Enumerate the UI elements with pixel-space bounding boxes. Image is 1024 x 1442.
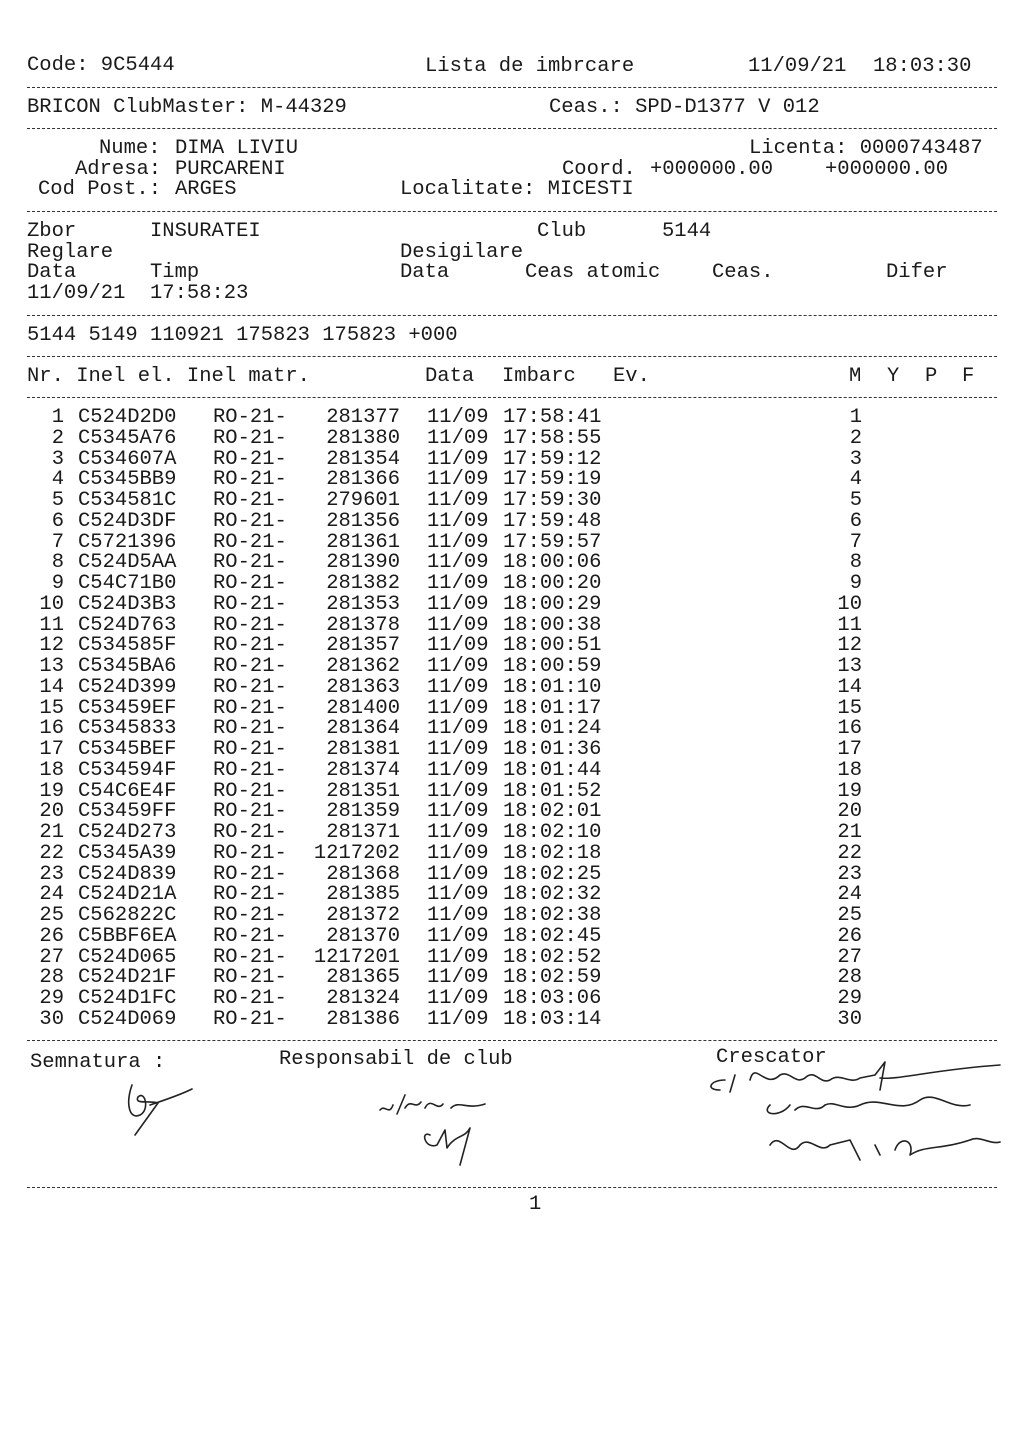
table-row xyxy=(0,822,1024,843)
row-prefix: RO-21- xyxy=(213,717,287,741)
licenta: Licenta: 0000743487 xyxy=(749,137,983,160)
table-row xyxy=(0,988,1024,1009)
col-ev: Ev. xyxy=(613,365,650,388)
row-inel-el: C524D3DF xyxy=(78,509,177,533)
row-inel-matr: 1217202 xyxy=(313,841,400,865)
row-inel-el: C5345BA6 xyxy=(78,655,177,678)
row-m: 26 xyxy=(837,924,862,948)
row-prefix: RO-21- xyxy=(213,945,287,969)
table-row xyxy=(0,407,1024,428)
row-data: 11/09 xyxy=(427,821,489,844)
table-row xyxy=(0,594,1024,615)
row-inel-matr: 281400 xyxy=(326,696,400,720)
row-nr: 21 xyxy=(39,821,64,844)
row-data: 11/09 xyxy=(427,924,489,948)
row-imbarc: 18:00:51 xyxy=(503,634,602,658)
row-m: 2 xyxy=(849,426,862,450)
adresa-label: Adresa: xyxy=(75,158,162,181)
ceas-label: Ceas. xyxy=(712,261,774,284)
table-row xyxy=(0,781,1024,802)
row-m: 25 xyxy=(837,904,862,927)
row-m: 19 xyxy=(837,779,862,803)
divider xyxy=(27,356,997,357)
row-imbarc: 18:02:52 xyxy=(503,945,602,969)
desigilare-label: Desigilare xyxy=(400,241,524,264)
summary-line: 5144 5149 110921 175823 175823 +000 xyxy=(27,324,458,347)
row-imbarc: 18:01:52 xyxy=(503,779,602,803)
row-imbarc: 18:00:06 xyxy=(503,551,602,575)
row-data: 11/09 xyxy=(427,841,489,865)
row-prefix: RO-21- xyxy=(213,862,287,886)
row-inel-matr: 281378 xyxy=(326,613,400,637)
row-imbarc: 18:02:45 xyxy=(503,924,602,948)
row-imbarc: 18:01:36 xyxy=(503,738,602,761)
row-nr: 10 xyxy=(39,592,64,616)
row-prefix: RO-21- xyxy=(213,987,287,1010)
table-row xyxy=(0,635,1024,656)
row-m: 23 xyxy=(837,862,862,886)
adresa-value: PURCARENI xyxy=(175,158,286,181)
row-inel-matr: 281365 xyxy=(326,966,400,990)
row-inel-matr: 281368 xyxy=(326,862,400,886)
row-m: 17 xyxy=(837,738,862,761)
reglare-timp: 17:58:23 xyxy=(150,282,249,305)
table-row xyxy=(0,801,1024,822)
row-m: 9 xyxy=(849,572,862,595)
table-row xyxy=(0,677,1024,698)
row-m: 18 xyxy=(837,758,862,782)
row-data: 11/09 xyxy=(427,468,489,492)
row-inel-el: C5345A76 xyxy=(78,426,177,450)
row-inel-matr: 281386 xyxy=(326,1007,400,1031)
row-inel-matr: 281381 xyxy=(326,738,400,761)
row-m: 11 xyxy=(837,613,862,637)
row-imbarc: 18:01:24 xyxy=(503,717,602,741)
table-row xyxy=(0,511,1024,532)
col-m: M xyxy=(849,365,862,388)
row-inel-matr: 281362 xyxy=(326,655,400,678)
row-data: 11/09 xyxy=(427,655,489,678)
row-inel-el: C5345BB9 xyxy=(78,468,177,492)
row-inel-matr: 281356 xyxy=(326,509,400,533)
col-p: P xyxy=(925,365,938,388)
row-prefix: RO-21- xyxy=(213,489,287,512)
coord-1: +000000.00 xyxy=(650,158,774,181)
club-label: Club xyxy=(537,220,587,243)
row-imbarc: 17:59:19 xyxy=(503,468,602,492)
divider xyxy=(27,211,997,212)
data2-label: Data xyxy=(400,261,450,284)
data-label: Data xyxy=(27,261,77,284)
row-prefix: RO-21- xyxy=(213,530,287,554)
divider xyxy=(27,87,997,88)
table-row xyxy=(0,739,1024,760)
col-y: Y xyxy=(887,365,900,388)
row-data: 11/09 xyxy=(427,883,489,907)
table-row xyxy=(0,718,1024,739)
table-row xyxy=(0,615,1024,636)
row-inel-el: C534607A xyxy=(78,447,177,471)
row-inel-matr: 281351 xyxy=(326,779,400,803)
table-row xyxy=(0,656,1024,677)
row-data: 11/09 xyxy=(427,613,489,637)
row-imbarc: 18:00:59 xyxy=(503,655,602,678)
row-prefix: RO-21- xyxy=(213,592,287,616)
table-row xyxy=(0,469,1024,490)
row-inel-matr: 281372 xyxy=(326,904,400,927)
row-data: 11/09 xyxy=(427,675,489,699)
row-inel-matr: 281390 xyxy=(326,551,400,575)
row-inel-matr: 281363 xyxy=(326,675,400,699)
responsabil-label: Responsabil de club xyxy=(279,1048,513,1071)
row-m: 7 xyxy=(849,530,862,554)
row-data: 11/09 xyxy=(427,406,489,429)
row-inel-el: C53459EF xyxy=(78,696,177,720)
row-nr: 12 xyxy=(39,634,64,658)
localitate: Localitate: MICESTI xyxy=(400,178,634,201)
row-prefix: RO-21- xyxy=(213,800,287,824)
row-inel-el: C524D273 xyxy=(78,821,177,844)
row-inel-matr: 281371 xyxy=(326,821,400,844)
table-row xyxy=(0,573,1024,594)
row-data: 11/09 xyxy=(427,966,489,990)
row-nr: 5 xyxy=(51,489,64,512)
row-prefix: RO-21- xyxy=(213,634,287,658)
row-nr: 27 xyxy=(39,945,64,969)
row-m: 30 xyxy=(837,1007,862,1031)
row-inel-matr: 281374 xyxy=(326,758,400,782)
row-imbarc: 17:59:48 xyxy=(503,509,602,533)
col-nr-inel: Nr. Inel el. Inel matr. xyxy=(27,365,310,388)
row-inel-matr: 1217201 xyxy=(313,945,400,969)
row-m: 6 xyxy=(849,509,862,533)
row-inel-matr: 281366 xyxy=(326,468,400,492)
row-nr: 4 xyxy=(51,468,64,492)
row-nr: 8 xyxy=(51,551,64,575)
row-imbarc: 18:00:20 xyxy=(503,572,602,595)
row-inel-matr: 281361 xyxy=(326,530,400,554)
row-inel-matr: 281353 xyxy=(326,592,400,616)
table-row xyxy=(0,905,1024,926)
table-row xyxy=(0,428,1024,449)
row-inel-matr: 281377 xyxy=(326,406,400,429)
divider xyxy=(27,1040,997,1041)
divider xyxy=(27,128,997,129)
zbor-value: INSURATEI xyxy=(150,220,261,243)
coord-2: +000000.00 xyxy=(825,158,949,181)
row-m: 27 xyxy=(837,945,862,969)
row-data: 11/09 xyxy=(427,426,489,450)
row-nr: 24 xyxy=(39,883,64,907)
table-row xyxy=(0,449,1024,470)
row-imbarc: 18:02:01 xyxy=(503,800,602,824)
row-data: 11/09 xyxy=(427,945,489,969)
timp-label: Timp xyxy=(150,261,200,284)
row-data: 11/09 xyxy=(427,738,489,761)
row-inel-matr: 281382 xyxy=(326,572,400,595)
row-m: 12 xyxy=(837,634,862,658)
row-imbarc: 18:01:17 xyxy=(503,696,602,720)
coord-label: Coord. xyxy=(562,158,636,181)
row-nr: 18 xyxy=(39,758,64,782)
row-imbarc: 18:00:38 xyxy=(503,613,602,637)
row-imbarc: 18:02:38 xyxy=(503,904,602,927)
row-m: 5 xyxy=(849,489,862,512)
row-imbarc: 18:03:06 xyxy=(503,987,602,1010)
row-prefix: RO-21- xyxy=(213,904,287,927)
row-inel-matr: 279601 xyxy=(326,489,400,512)
row-m: 4 xyxy=(849,468,862,492)
table-row xyxy=(0,1009,1024,1030)
row-inel-el: C54C6E4F xyxy=(78,779,177,803)
reglare-data: 11/09/21 xyxy=(27,282,126,305)
row-m: 20 xyxy=(837,800,862,824)
row-imbarc: 18:01:10 xyxy=(503,675,602,699)
row-imbarc: 18:02:10 xyxy=(503,821,602,844)
print-time: 18:03:30 xyxy=(873,55,972,78)
row-inel-el: C524D069 xyxy=(78,1007,177,1031)
row-m: 1 xyxy=(849,406,862,429)
row-imbarc: 17:58:55 xyxy=(503,426,602,450)
row-nr: 11 xyxy=(39,613,64,637)
row-nr: 25 xyxy=(39,904,64,927)
row-inel-el: C524D1FC xyxy=(78,987,177,1010)
row-data: 11/09 xyxy=(427,987,489,1010)
table-row xyxy=(0,926,1024,947)
row-inel-matr: 281364 xyxy=(326,717,400,741)
row-data: 11/09 xyxy=(427,717,489,741)
row-prefix: RO-21- xyxy=(213,779,287,803)
row-data: 11/09 xyxy=(427,572,489,595)
signature-semnatura xyxy=(120,1075,200,1140)
row-inel-matr: 281354 xyxy=(326,447,400,471)
row-m: 8 xyxy=(849,551,862,575)
reglare-label: Reglare xyxy=(27,241,114,264)
row-imbarc: 18:03:14 xyxy=(503,1007,602,1031)
row-data: 11/09 xyxy=(427,779,489,803)
print-date: 11/09/21 xyxy=(748,55,847,78)
row-data: 11/09 xyxy=(427,800,489,824)
row-inel-matr: 281359 xyxy=(326,800,400,824)
row-nr: 19 xyxy=(39,779,64,803)
table-row xyxy=(0,490,1024,511)
row-inel-el: C524D5AA xyxy=(78,551,177,575)
row-inel-matr: 281385 xyxy=(326,883,400,907)
row-nr: 17 xyxy=(39,738,64,761)
row-inel-el: C5721396 xyxy=(78,530,177,554)
row-m: 15 xyxy=(837,696,862,720)
row-m: 3 xyxy=(849,447,862,471)
row-prefix: RO-21- xyxy=(213,738,287,761)
row-prefix: RO-21- xyxy=(213,447,287,471)
table-row xyxy=(0,947,1024,968)
row-data: 11/09 xyxy=(427,696,489,720)
page-number: 1 xyxy=(529,1193,542,1216)
cod-post-value: ARGES xyxy=(175,178,237,201)
row-inel-el: C524D21F xyxy=(78,966,177,990)
row-inel-el: C524D3B3 xyxy=(78,592,177,616)
row-imbarc: 18:02:18 xyxy=(503,841,602,865)
row-inel-el: C524D399 xyxy=(78,675,177,699)
row-prefix: RO-21- xyxy=(213,406,287,429)
row-inel-matr: 281357 xyxy=(326,634,400,658)
row-data: 11/09 xyxy=(427,634,489,658)
row-prefix: RO-21- xyxy=(213,613,287,637)
row-data: 11/09 xyxy=(427,530,489,554)
table-row xyxy=(0,967,1024,988)
row-data: 11/09 xyxy=(427,904,489,927)
table-row xyxy=(0,864,1024,885)
row-prefix: RO-21- xyxy=(213,551,287,575)
row-m: 14 xyxy=(837,675,862,699)
row-inel-el: C5345A39 xyxy=(78,841,177,865)
row-data: 11/09 xyxy=(427,447,489,471)
table-row xyxy=(0,884,1024,905)
row-imbarc: 18:02:25 xyxy=(503,862,602,886)
row-data: 11/09 xyxy=(427,758,489,782)
row-nr: 26 xyxy=(39,924,64,948)
table-row xyxy=(0,552,1024,573)
row-nr: 9 xyxy=(51,572,64,595)
row-nr: 29 xyxy=(39,987,64,1010)
clubmaster-id: BRICON ClubMaster: M-44329 xyxy=(27,96,347,119)
row-nr: 22 xyxy=(39,841,64,865)
row-inel-el: C534581C xyxy=(78,489,177,512)
row-prefix: RO-21- xyxy=(213,1007,287,1031)
row-nr: 30 xyxy=(39,1007,64,1031)
row-nr: 13 xyxy=(39,655,64,678)
row-imbarc: 17:59:30 xyxy=(503,489,602,512)
row-m: 24 xyxy=(837,883,862,907)
cod-post-label: Cod Post.: xyxy=(38,178,162,201)
row-m: 28 xyxy=(837,966,862,990)
ceas-atomic-label: Ceas atomic xyxy=(525,261,661,284)
row-nr: 20 xyxy=(39,800,64,824)
row-nr: 6 xyxy=(51,509,64,533)
crescator-label: Crescator xyxy=(716,1046,827,1069)
semnatura-label: Semnatura : xyxy=(30,1051,166,1074)
row-data: 11/09 xyxy=(427,1007,489,1031)
row-imbarc: 17:59:12 xyxy=(503,447,602,471)
row-inel-el: C524D065 xyxy=(78,945,177,969)
row-inel-el: C534585F xyxy=(78,634,177,658)
row-m: 29 xyxy=(837,987,862,1010)
document-title: Lista de imbrcare xyxy=(425,55,635,78)
nume-label: Nume: xyxy=(99,137,161,160)
row-data: 11/09 xyxy=(427,489,489,512)
row-m: 22 xyxy=(837,841,862,865)
row-nr: 1 xyxy=(51,406,64,429)
row-inel-matr: 281370 xyxy=(326,924,400,948)
row-imbarc: 17:58:41 xyxy=(503,406,602,429)
row-imbarc: 18:00:29 xyxy=(503,592,602,616)
row-prefix: RO-21- xyxy=(213,821,287,844)
clock-id: Ceas.: SPD-D1377 V 012 xyxy=(549,96,820,119)
row-inel-el: C5345833 xyxy=(78,717,177,741)
col-data: Data xyxy=(425,365,475,388)
zbor-label: Zbor xyxy=(27,220,77,243)
row-data: 11/09 xyxy=(427,862,489,886)
row-inel-el: C524D839 xyxy=(78,862,177,886)
row-inel-el: C562822C xyxy=(78,904,177,927)
row-nr: 2 xyxy=(51,426,64,450)
table-row xyxy=(0,698,1024,719)
row-nr: 28 xyxy=(39,966,64,990)
row-inel-el: C524D21A xyxy=(78,883,177,907)
row-nr: 7 xyxy=(51,530,64,554)
row-inel-el: C534594F xyxy=(78,758,177,782)
row-prefix: RO-21- xyxy=(213,426,287,450)
col-imbarc: Imbarc xyxy=(502,365,576,388)
row-inel-matr: 281324 xyxy=(326,987,400,1010)
row-data: 11/09 xyxy=(427,551,489,575)
difer-label: Difer xyxy=(886,261,948,284)
code: Code: 9C5444 xyxy=(27,54,175,77)
row-nr: 3 xyxy=(51,447,64,471)
row-imbarc: 17:59:57 xyxy=(503,530,602,554)
row-inel-matr: 281380 xyxy=(326,426,400,450)
row-prefix: RO-21- xyxy=(213,841,287,865)
row-m: 16 xyxy=(837,717,862,741)
row-prefix: RO-21- xyxy=(213,468,287,492)
row-inel-el: C54C71B0 xyxy=(78,572,177,595)
row-nr: 23 xyxy=(39,862,64,886)
signature-responsabil xyxy=(375,1090,505,1170)
table-row xyxy=(0,843,1024,864)
row-nr: 15 xyxy=(39,696,64,720)
row-inel-el: C5345BEF xyxy=(78,738,177,761)
row-m: 21 xyxy=(837,821,862,844)
row-m: 13 xyxy=(837,655,862,678)
col-f: F xyxy=(962,365,975,388)
row-data: 11/09 xyxy=(427,509,489,533)
row-prefix: RO-21- xyxy=(213,509,287,533)
table-row xyxy=(0,532,1024,553)
row-imbarc: 18:02:59 xyxy=(503,966,602,990)
club-value: 5144 xyxy=(662,220,712,243)
row-inel-el: C524D2D0 xyxy=(78,406,177,429)
row-prefix: RO-21- xyxy=(213,655,287,678)
row-prefix: RO-21- xyxy=(213,675,287,699)
row-prefix: RO-21- xyxy=(213,696,287,720)
row-prefix: RO-21- xyxy=(213,572,287,595)
table-row xyxy=(0,760,1024,781)
row-m: 10 xyxy=(837,592,862,616)
nume-value: DIMA LIVIU xyxy=(175,137,299,160)
row-prefix: RO-21- xyxy=(213,758,287,782)
row-prefix: RO-21- xyxy=(213,966,287,990)
row-inel-el: C53459FF xyxy=(78,800,177,824)
divider xyxy=(27,315,997,316)
row-imbarc: 18:02:32 xyxy=(503,883,602,907)
row-inel-el: C524D763 xyxy=(78,613,177,637)
row-inel-el: C5BBF6EA xyxy=(78,924,177,948)
divider xyxy=(27,397,997,398)
row-data: 11/09 xyxy=(427,592,489,616)
row-prefix: RO-21- xyxy=(213,883,287,907)
row-nr: 14 xyxy=(39,675,64,699)
row-prefix: RO-21- xyxy=(213,924,287,948)
signature-crescator xyxy=(700,1050,1010,1175)
row-imbarc: 18:01:44 xyxy=(503,758,602,782)
divider xyxy=(27,1187,997,1188)
row-nr: 16 xyxy=(39,717,64,741)
